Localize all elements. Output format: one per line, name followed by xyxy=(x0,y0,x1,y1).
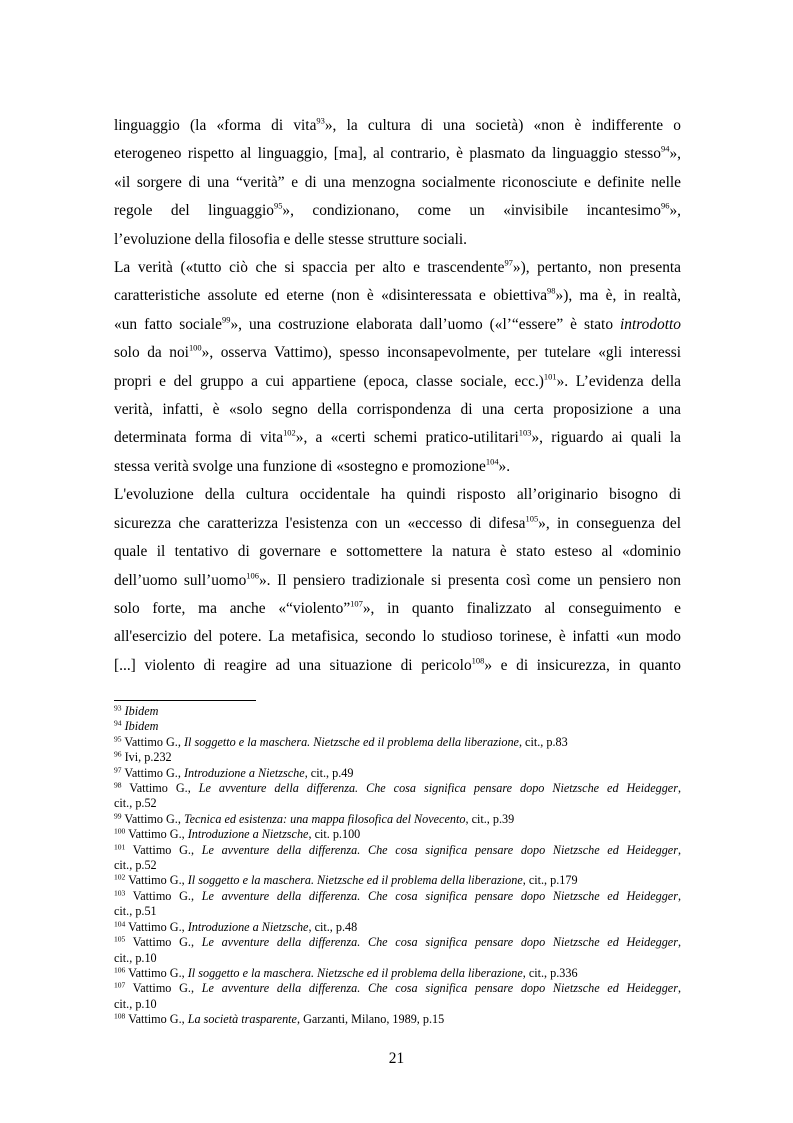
footnote-number: 104 xyxy=(114,919,126,929)
text-line: L'evoluzione della cultura occidentale ha quindi risposto all’originario bisogno di xyxy=(114,486,681,504)
footnote-number: 93 xyxy=(114,703,122,713)
footnote-number: 105 xyxy=(114,934,126,944)
footnote-line: $^{98}$ Vattimo G., Le avventure della differenza. Che cosa significa pensare dopo Nietzsche ed Heidegger, xyxy=(114,780,681,796)
footnote-line: $^{107}$ Vattimo G., Le avventure della differenza. Che cosa significa pensare dopo Nietzsche ed Heidegger, xyxy=(114,980,681,996)
footnote-line: $^{95}$ Vattimo G., Il soggetto e la maschera. Nietzsche ed il problema della liberazione, cit., p.83 xyxy=(114,734,568,749)
footnote-line: $^{104}$ Vattimo G., Introduzione a Nietzsche, cit., p.48 xyxy=(114,919,358,934)
footnote-number: 103 xyxy=(114,888,126,898)
footnote xyxy=(114,935,681,966)
footnote-line: $^{106}$ Vattimo G., Il soggetto e la maschera. Nietzsche ed il problema della liberazione, cit., p.336 xyxy=(114,965,578,980)
footnote-line: cit., p.52 xyxy=(114,858,157,873)
page-number: 21 xyxy=(388,1050,405,1067)
text-line: verità, infatti, è «solo segno della corrispondenza di una certa proposizione a una xyxy=(114,401,681,419)
footnote xyxy=(114,843,681,874)
footnote xyxy=(114,1012,681,1027)
text-line: regole del linguaggio$^{95}$», condizionano, come un «invisibile incantesimo$^{96}$», xyxy=(114,200,681,220)
footnote xyxy=(114,735,681,750)
footnote xyxy=(114,781,681,812)
text-line: linguaggio (la «forma di vita$^{93}$», la cultura di una società) «non è indifferente o xyxy=(114,115,681,134)
footnote xyxy=(114,812,681,827)
text-line: [...] violento di reagire ad una situazione di pericolo$^{108}$» e di insicurezza, in quanto xyxy=(114,655,682,674)
footnote-line: $^{102}$ Vattimo G., Il soggetto e la maschera. Nietzsche ed il problema della liberazione, cit., p.179 xyxy=(114,872,578,888)
paragraph xyxy=(114,112,681,254)
footnote-line: $^{101}$ Vattimo G., Le avventure della differenza. Che cosa significa pensare dopo Nietzsche ed Heidegger, xyxy=(114,842,681,857)
footnote xyxy=(114,889,681,920)
footnote-line: $^{94}$ Ibidem xyxy=(114,718,159,734)
body-text xyxy=(114,112,681,680)
footnote-separator xyxy=(114,700,256,701)
paragraph xyxy=(114,481,681,680)
footnote-number: 96 xyxy=(114,749,122,759)
footnote xyxy=(114,766,681,781)
footnote-line: $^{108}$ Vattimo G., La società trasparente, Garzanti, Milano, 1989, p.15 xyxy=(114,1011,445,1027)
footnote-number: 101 xyxy=(114,842,126,852)
footnote-line: $^{97}$ Vattimo G., Introduzione a Nietzsche, cit., p.49 xyxy=(114,765,354,780)
text-line: dell’uomo sull’uomo$^{106}$». Il pensiero tradizionale si presenta così come un pensiero non xyxy=(114,570,682,589)
footnote xyxy=(114,873,681,888)
footnote-line: $^{100}$ Vattimo G., Introduzione a Nietzsche, cit. p.100 xyxy=(114,826,361,842)
footnote xyxy=(114,920,681,935)
footnote-line: $^{93}$ Ibidem xyxy=(114,703,159,718)
footnote xyxy=(114,981,681,1012)
footnote xyxy=(114,750,681,765)
footnote-line: $^{96}$ Ivi, p.232 xyxy=(114,749,172,765)
text-line: quale il tentativo di governare e sottomettere la natura è stato esteso al «dominio xyxy=(114,543,681,561)
text-line: sicurezza che caratterizza l'esistenza con un «eccesso di difesa$^{105}$», in conseguenza del xyxy=(114,513,681,532)
footnote-line: cit., p.51 xyxy=(114,904,157,919)
footnote-number: 95 xyxy=(114,734,122,744)
footnote-number: 108 xyxy=(114,1011,126,1021)
text-line: caratteristiche assolute ed eterne (non è «disinteressata e obiettiva$^{98}$»), ma è, in realtà, xyxy=(114,286,681,305)
footnote-line: $^{103}$ Vattimo G., Le avventure della differenza. Che cosa significa pensare dopo Nietzsche ed Heidegger, xyxy=(114,888,681,903)
text-line: propri e del gruppo a cui appartiene (epoca, classe sociale, ecc.)$^{101}$». L’evidenza della xyxy=(114,371,681,390)
text-line: solo forte, ma anche «“violento”$^{107}$», in quanto finalizzato al conseguimento e xyxy=(114,598,681,617)
text-line: solo da noi$^{100}$», osserva Vattimo), spesso inconsapevolmente, per tutelare «gli interessi xyxy=(114,342,681,362)
footnote-number: 102 xyxy=(114,872,126,882)
footnote-number: 107 xyxy=(114,980,126,990)
footnote xyxy=(114,966,681,981)
footnote xyxy=(114,704,681,719)
text-line: determinata forma di vita$^{102}$», a «certi schemi pratico-utilitari$^{103}$», riguardo ai quali la xyxy=(114,428,682,447)
paragraph xyxy=(114,254,681,481)
footnote-number: 94 xyxy=(114,718,122,728)
footnote-number: 97 xyxy=(114,765,122,775)
text-line: all'esercizio del potere. La metafisica, secondo lo studioso torinese, è infatti «un modo xyxy=(114,628,681,646)
footnote xyxy=(114,827,681,842)
footnotes xyxy=(114,704,681,1028)
text-line: eterogeneo rispetto al linguaggio, [ma], al contrario, è plasmato da linguaggio stesso$^{94}$», xyxy=(114,144,681,163)
footnote-number: 100 xyxy=(114,826,126,836)
text-line: stessa verità svolge una funzione di «sostegno e promozione$^{104}$». xyxy=(114,456,511,475)
footnote-line: cit., p.10 xyxy=(114,950,157,965)
footnote-number: 106 xyxy=(114,965,126,975)
footnote xyxy=(114,719,681,734)
text-line: La verità («tutto ciò che si spaccia per alto e trascendente$^{97}$»), pertanto, non presenta xyxy=(114,257,681,277)
text-line: «il sorgere di una “verità” e di una menzogna socialmente riconosciute e definite nelle xyxy=(114,173,681,191)
footnote-number: 99 xyxy=(114,811,122,821)
footnote-line: cit., p.52 xyxy=(114,796,157,811)
text-line: l’evoluzione della filosofia e delle stesse strutture sociali. xyxy=(114,230,468,248)
footnote-line: $^{99}$ Vattimo G., Tecnica ed esistenza: una mappa filosofica del Novecento, cit., p.39 xyxy=(114,811,515,826)
footnote-line: $^{105}$ Vattimo G., Le avventure della differenza. Che cosa significa pensare dopo Nietzsche ed Heidegger, xyxy=(114,934,681,950)
text-line: «un fatto sociale$^{99}$», una costruzione elaborata dall’uomo («l’“essere” è stato introdotto xyxy=(114,314,681,333)
footnote-number: 98 xyxy=(114,780,122,790)
footnote-line: cit., p.10 xyxy=(114,996,157,1011)
